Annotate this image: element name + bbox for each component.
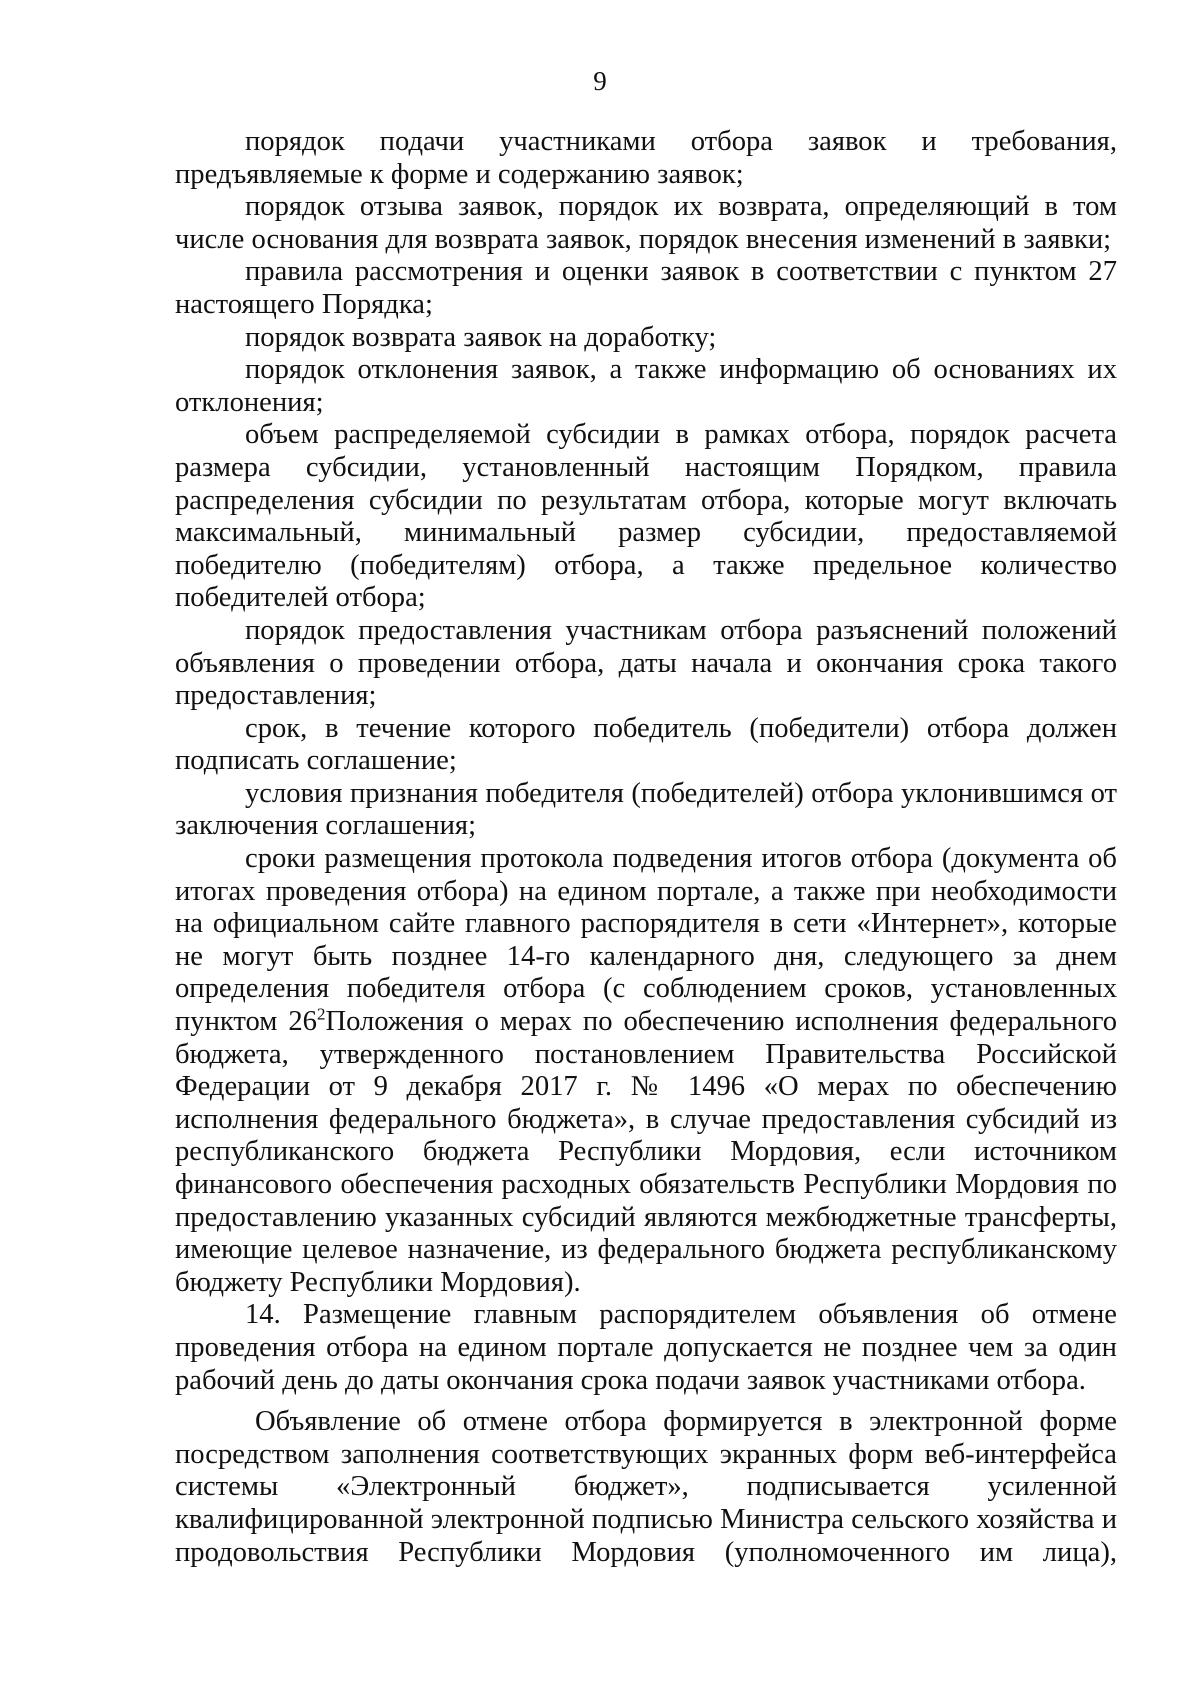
paragraph-application-withdrawal: порядок отзыва заявок, порядок их возврата, определяющий в том числе основания для возврата заявок, порядок внесения изменений в заявки; bbox=[175, 191, 1117, 255]
protocol-text-before: сроки размещения протокола подведения итогов отбора (документа об итогах проведения отбора) на едином портале, а также при необходимости на официальном сайте главного распорядителя в сети «Интернет», которые не могут быть позднее 14-го календарного дня, следующего за днем определения победителя отбора (с соблюдением сроков, установленных пунктом 26 bbox=[175, 843, 1117, 1038]
paragraph-return-for-revision: порядок возврата заявок на доработку; bbox=[245, 321, 717, 353]
paragraph-signing-deadline: срок, в течение которого победитель (победители) отбора должен подписать соглашение; bbox=[175, 712, 1117, 777]
paragraph-evasion-conditions: условия признания победителя (победителей) отбора уклонившимся от заключения соглашения; bbox=[175, 777, 1117, 842]
document-body bbox=[175, 126, 1117, 1569]
paragraph-review-rules: правила рассмотрения и оценки заявок в соответствии с пунктом 27 настоящего Порядка; bbox=[175, 256, 1117, 320]
paragraph-cancellation-announcement: Объявление об отмене отбора формируется в электронной форме посредством заполнения соответствующих экранных форм веб-интерфейса системы «Электронный бюджет», подписывается усиленной квалифицированной электронной подписью Министра сельского хозяйства и продовольствия Республики Мордовия (уполномоченного им лица), bbox=[175, 1406, 1117, 1568]
paragraph-protocol-deadlines bbox=[175, 843, 1117, 1299]
protocol-text-after: Положения о мерах по обеспечению исполнения федерального бюджета, утвержденного постановлением Правительства Российской Федерации от 9 декабря 2017 г. № 1496 «О мерах по обеспечению исполнения федерального бюджета», в случае предоставления субсидий из республиканского бюджета Республики Мордовия, если источником финансового обеспечения расходных обязательств Республики Мордовия по предоставлению указанных субсидий являются межбюджетные трансферты, имеющие целевое назначение, из федерального бюджета республиканскому бюджету Республики Мордовия). bbox=[175, 1006, 1118, 1298]
paragraph-clarifications: порядок предоставления участникам отбора разъяснений положений объявления о проведении отбора, даты начала и окончания срока такого предоставления; bbox=[175, 614, 1117, 712]
paragraph-rejection-procedure: порядок отклонения заявок, а также информацию об основаниях их отклонения; bbox=[175, 354, 1117, 418]
paragraph-subsidy-volume: объем распределяемой субсидии в рамках отбора, порядок расчета размера субсидии, установленный настоящим Порядком, правила распределения субсидии по результатам отбора, которые могут включать максимальный, минимальный размер субсидии, предоставляемой победителю (победителям) отбора, а также предельное количество победителей отбора; bbox=[175, 419, 1117, 614]
superscript-reference: 2 bbox=[316, 1004, 326, 1024]
paragraph-item-14: 14. Размещение главным распорядителем объявления об отмене проведения отбора на едином портале допускается не позднее чем за один рабочий день до даты окончания срока подачи заявок участниками отбора. bbox=[175, 1299, 1117, 1396]
paragraph-application-submission: порядок подачи участниками отбора заявок и требования, предъявляемые к форме и содержанию заявок; bbox=[175, 126, 1117, 190]
page-number: 9 bbox=[593, 66, 607, 96]
